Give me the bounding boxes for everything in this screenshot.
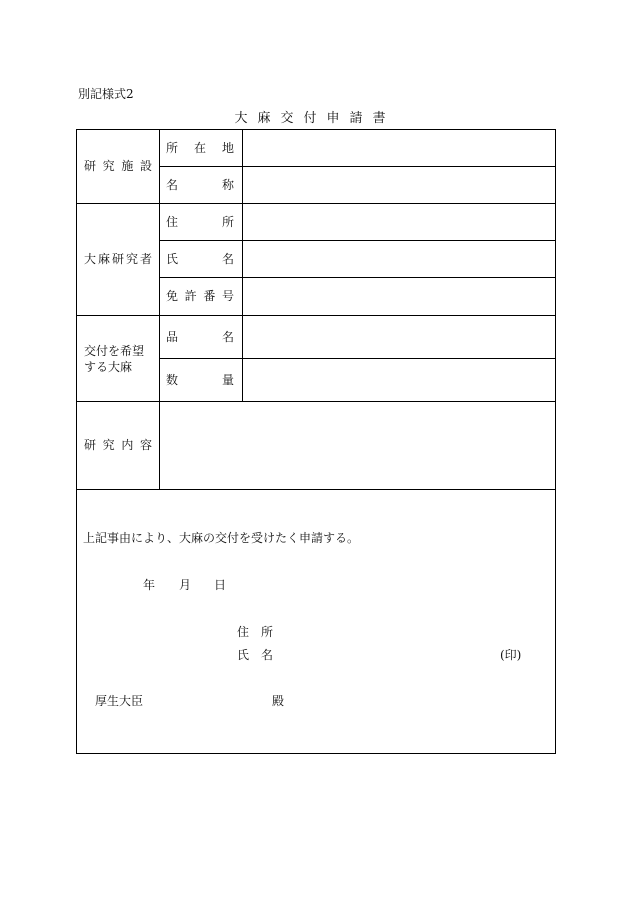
section-label-cannabis: 交付を希望 する大麻 — [84, 344, 145, 374]
applicant-name-label: 氏 名 — [237, 648, 274, 662]
field-label-license-number: 免 許 番 号 — [166, 289, 234, 303]
input-researcher-address[interactable] — [242, 204, 554, 240]
addressee-minister: 厚生大臣 — [95, 694, 144, 708]
addressee-honorific: 殿 — [272, 694, 285, 708]
input-quantity[interactable] — [242, 359, 554, 401]
input-facility-location[interactable] — [242, 130, 554, 166]
section-label-facility: 研 究 施 設 — [84, 159, 152, 173]
input-researcher-name[interactable] — [242, 241, 554, 277]
date-year: 年 — [143, 578, 156, 592]
input-facility-name[interactable] — [242, 167, 554, 203]
field-label-facility-name: 名 称 — [166, 178, 234, 192]
form-label: 別記様式2 — [78, 87, 134, 101]
section-label-researcher: 大 麻 研 究 者 — [84, 252, 152, 266]
field-label-address: 住 所 — [166, 215, 234, 229]
form-title: 大麻交付申請書 — [234, 111, 396, 126]
date-month: 月 — [179, 578, 192, 592]
statement-text: 上記事由により、大麻の交付を受けたく申請する。 — [83, 531, 360, 545]
input-license-number[interactable] — [242, 278, 554, 315]
section-label-research-content: 研 究 内 容 — [84, 438, 152, 452]
field-label-product-name: 品 名 — [166, 330, 234, 344]
field-label-name: 氏 名 — [166, 252, 234, 266]
date-day: 日 — [214, 578, 227, 592]
field-label-quantity: 数 量 — [166, 373, 234, 387]
field-label-location: 所 在 地 — [166, 141, 234, 155]
input-product-name[interactable] — [242, 316, 554, 358]
input-research-content[interactable] — [160, 402, 554, 489]
seal-mark: (印) — [500, 648, 522, 662]
applicant-address-label: 住 所 — [237, 625, 274, 639]
